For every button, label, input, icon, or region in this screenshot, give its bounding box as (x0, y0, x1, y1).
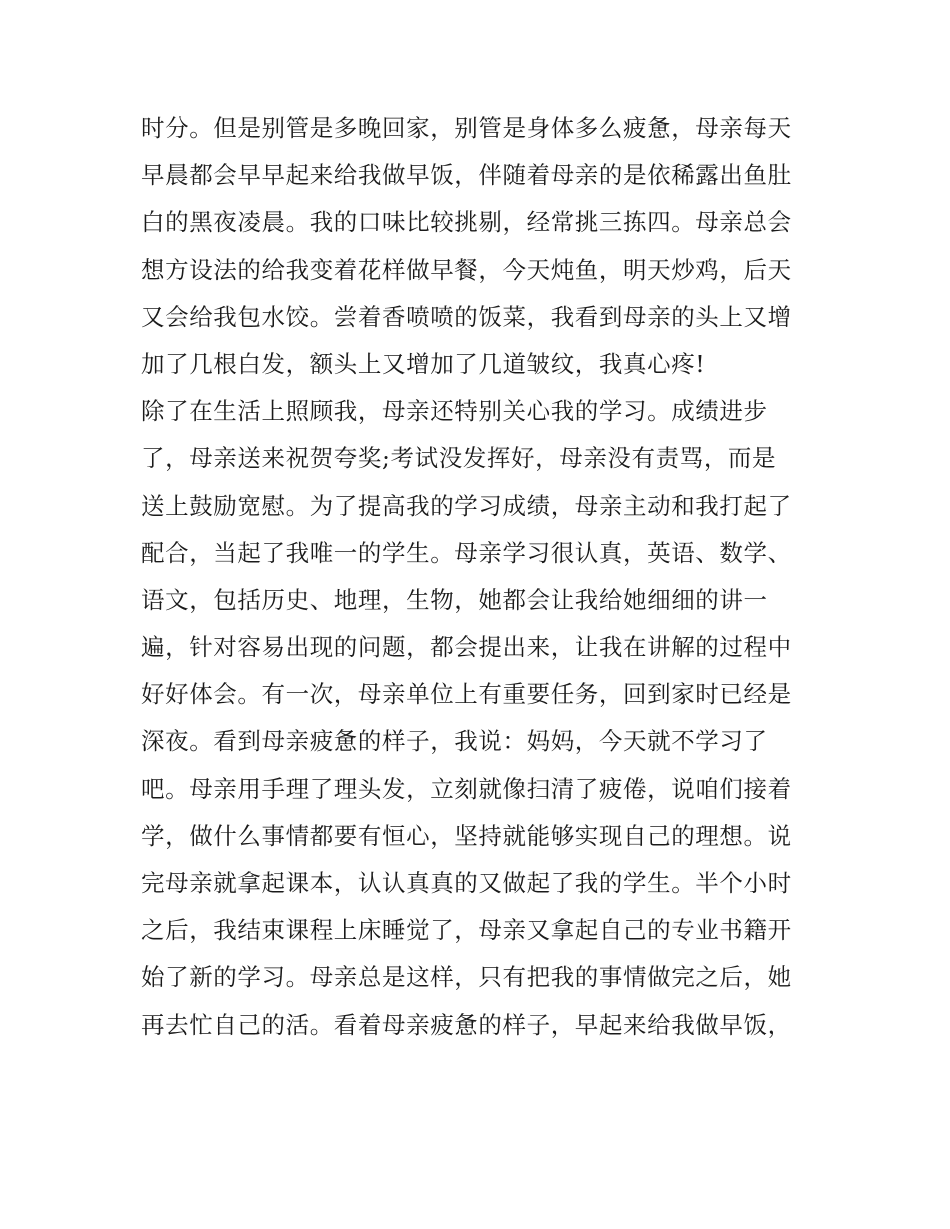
text-line: 除了在生活上照顾我，母亲还特别关心我的学习。成绩进步 (141, 397, 768, 426)
text-line: 配合，当起了我唯一的学生。母亲学习很认真，英语、数学、 (141, 538, 792, 567)
text-line: 深夜。看到母亲疲惫的样子，我说：妈妈，今天就不学习了 (141, 727, 768, 756)
text-line: 时分。但是别管是多晚回家，别管是身体多么疲惫，母亲每天 (141, 114, 792, 142)
text-line: 遍，针对容易出现的问题，都会提出来，让我在讲解的过程中 (141, 633, 792, 662)
text-line: 想方设法的给我变着花样做早餐，今天炖鱼，明天炒鸡，后天 (141, 255, 792, 284)
text-line: 之后，我结束课程上床睡觉了，母亲又拿起自己的专业书籍开 (141, 916, 792, 945)
text-line: 送上鼓励宽慰。为了提高我的学习成绩，母亲主动和我打起了 (141, 491, 792, 520)
text-line: 吧。母亲用手理了理头发，立刻就像扫清了疲倦，说咱们接着 (141, 774, 792, 803)
text-line: 了，母亲送来祝贺夸奖;考试没发挥好，母亲没有责骂，而是 (141, 444, 777, 473)
text-line: 学，做什么事情都要有恒心，坚持就能够实现自己的理想。说 (141, 821, 792, 850)
text-line: 完母亲就拿起课本，认认真真的又做起了我的学生。半个小时 (141, 869, 792, 897)
text-line: 始了新的学习。母亲总是这样，只有把我的事情做完之后，她 (141, 963, 792, 992)
text-line: 白的黑夜凌晨。我的口味比较挑剔，经常挑三拣四。母亲总会 (141, 208, 792, 237)
essay-text (141, 105, 831, 1049)
text-line: 加了几根白发，额头上又增加了几道皱纹，我真心疼! (141, 349, 706, 378)
text-line: 语文，包括历史、地理，生物，她都会让我给她细细的讲一 (141, 585, 768, 614)
text-line: 好好体会。有一次，母亲单位上有重要任务，回到家时已经是 (141, 680, 792, 709)
text-line: 早晨都会早早起来给我做早饭，伴随着母亲的是依稀露出鱼肚 (141, 161, 792, 190)
text-line: 又会给我包水饺。尝着香喷喷的饭菜，我看到母亲的头上又增 (141, 302, 792, 331)
text-line: 再去忙自己的活。看着母亲疲惫的样子，早起来给我做早饭， (141, 1010, 792, 1039)
